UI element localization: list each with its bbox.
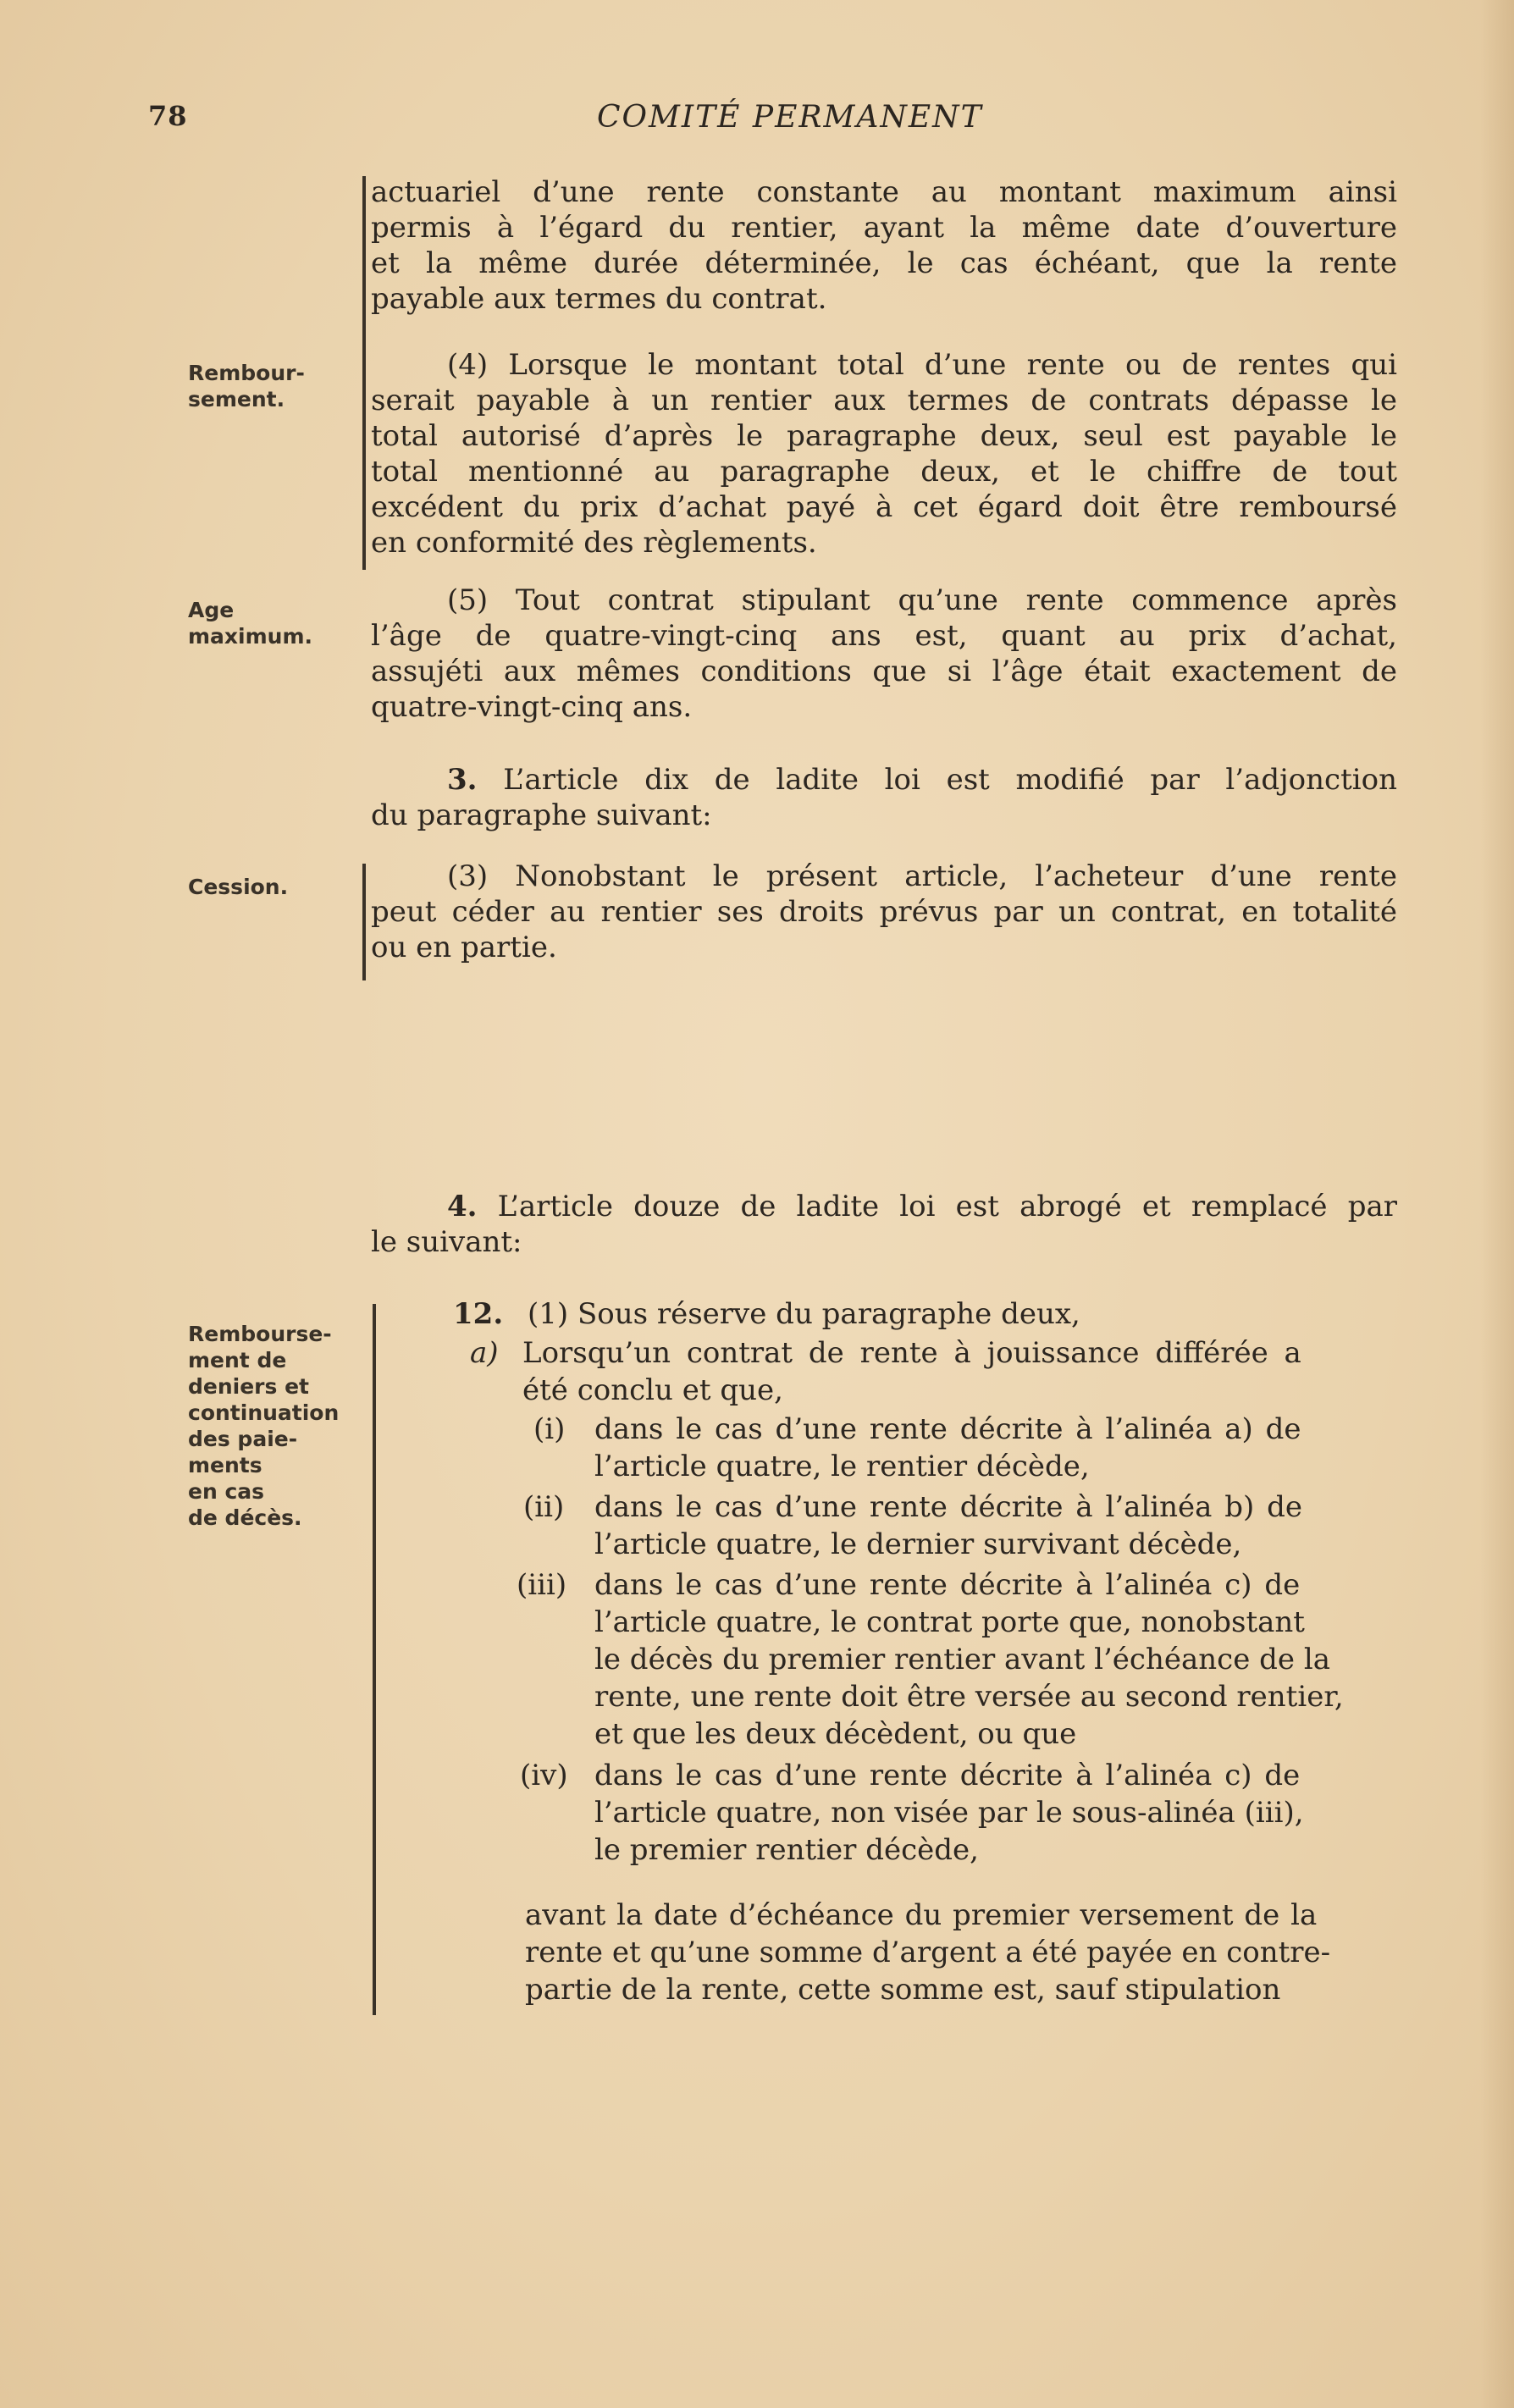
text-line: l’âge de quatre-vingt-cinq ans est, quant au prix d’achat, bbox=[371, 619, 1397, 653]
section-3 bbox=[371, 762, 1397, 833]
text-line: (4) Lorsque le montant total d’une rente ou de rentes qui bbox=[447, 348, 1397, 382]
margin-note-deces: Rembourse- ment de deniers et continuation des paie- ments en cas de décès. bbox=[188, 1322, 340, 1530]
page-header bbox=[148, 100, 1384, 151]
section-number: 4. bbox=[447, 1190, 478, 1223]
text-line: ou en partie. bbox=[371, 931, 557, 964]
text-line: (3) Nonobstant le présent article, l’acheteur d’une rente bbox=[447, 859, 1397, 893]
text-line: du paragraphe suivant: bbox=[371, 798, 712, 832]
subclause-label: (ii) bbox=[523, 1490, 565, 1524]
paragraph-5 bbox=[371, 583, 1397, 725]
subclauses bbox=[517, 1411, 1401, 1875]
article-12 bbox=[453, 1295, 1401, 1333]
subclause-iv bbox=[517, 1757, 1401, 1875]
subclause-label: (iii) bbox=[517, 1568, 567, 1602]
subclause-label: (i) bbox=[533, 1412, 566, 1446]
text-line: en conformité des règlements. bbox=[371, 526, 817, 560]
text-line: l’article quatre, le dernier survivant décède, bbox=[594, 1527, 1242, 1561]
subclause-label: (iv) bbox=[520, 1759, 568, 1792]
page-number: 78 bbox=[148, 100, 188, 132]
text-line: le suivant: bbox=[371, 1225, 522, 1259]
paragraph-4 bbox=[371, 347, 1397, 561]
running-title: COMITÉ PERMANENT bbox=[597, 100, 983, 135]
text-line: 4. L’article douze de ladite loi est abrogé et remplacé par bbox=[447, 1190, 1397, 1223]
amendment-bar-2 bbox=[362, 864, 366, 980]
text-line: permis à l’égard du rentier, ayant la même date d’ouverture bbox=[371, 211, 1397, 245]
text-line: l’article quatre, non visée par le sous-alinéa (iii), bbox=[594, 1796, 1304, 1830]
article-intro-text: (1) Sous réserve du paragraphe deux, bbox=[527, 1297, 1080, 1331]
text-line: rente, une rente doit être versée au second rentier, bbox=[594, 1680, 1344, 1714]
margin-note-cession: Cession. bbox=[188, 875, 289, 899]
text-line: peut céder au rentier ses droits prévus par un contrat, en totalité bbox=[371, 895, 1397, 929]
paragraph-continuation bbox=[371, 174, 1397, 317]
amendment-bar-1 bbox=[362, 176, 366, 570]
subclause-ii bbox=[517, 1488, 1401, 1566]
text-line: et que les deux décèdent, ou que bbox=[594, 1717, 1077, 1751]
text-line: excédent du prix d’achat payé à cet égard doit être remboursé bbox=[371, 490, 1397, 524]
text-line: assujéti aux mêmes conditions que si l’âge était exactement de bbox=[371, 654, 1397, 688]
text-line: l’article quatre, le rentier décède, bbox=[594, 1450, 1090, 1483]
text-line: actuariel d’une rente constante au montant maximum ainsi bbox=[371, 175, 1397, 209]
margin-note-age-maximum: Age maximum. bbox=[188, 598, 313, 649]
text-line: dans le cas d’une rente décrite à l’alinéa b) de bbox=[594, 1490, 1302, 1524]
text-line: l’article quatre, le contrat porte que, nonobstant bbox=[594, 1605, 1305, 1639]
text-line: partie de la rente, cette somme est, sauf stipulation bbox=[525, 1973, 1281, 2007]
text-line: total autorisé d’après le paragraphe deux, seul est payable le bbox=[371, 419, 1397, 453]
text-line: total mentionné au paragraphe deux, et le chiffre de tout bbox=[371, 455, 1397, 489]
text-line: été conclu et que, bbox=[522, 1373, 783, 1407]
text-line: avant la date d’échéance du premier versement de la bbox=[525, 1898, 1318, 1932]
text-line: le décès du premier rentier avant l’échéance de la bbox=[594, 1643, 1330, 1676]
text-line: payable aux termes du contrat. bbox=[371, 282, 827, 316]
margin-note-remboursement: Rembour- sement. bbox=[188, 361, 305, 411]
subclause-i bbox=[517, 1411, 1401, 1488]
article-12-closing bbox=[525, 1897, 1406, 2008]
text-line: dans le cas d’une rente décrite à l’alinéa a) de bbox=[594, 1412, 1301, 1446]
subclause-iii bbox=[517, 1566, 1401, 1757]
article-intro bbox=[453, 1295, 1401, 1333]
amendment-bar-3 bbox=[373, 1304, 376, 2015]
section-number: 3. bbox=[447, 763, 478, 797]
text-line: 3. L’article dix de ladite loi est modifié par l’adjonction bbox=[447, 763, 1397, 797]
text-line: dans le cas d’une rente décrite à l’alinéa c) de bbox=[594, 1759, 1301, 1792]
clause-a bbox=[470, 1334, 1401, 1409]
text-line: et la même durée déterminée, le cas échéant, que la rente bbox=[371, 246, 1397, 280]
text-line: Lorsqu’un contrat de rente à jouissance différée a bbox=[522, 1336, 1301, 1370]
paragraph-3-cession bbox=[371, 859, 1397, 965]
article-number: 12. bbox=[453, 1297, 504, 1331]
section-4 bbox=[371, 1189, 1397, 1260]
text-line: le premier rentier décède, bbox=[594, 1833, 979, 1867]
text-line: dans le cas d’une rente décrite à l’alinéa c) de bbox=[594, 1568, 1301, 1602]
text-line: quatre-vingt-cinq ans. bbox=[371, 690, 693, 724]
text-line: rente et qu’une somme d’argent a été payée en contre- bbox=[525, 1936, 1331, 1969]
page-edge-shadow bbox=[1480, 0, 1514, 2408]
text-line: (5) Tout contrat stipulant qu’une rente commence après bbox=[447, 583, 1397, 617]
text-line: serait payable à un rentier aux termes de contrats dépasse le bbox=[371, 384, 1397, 417]
clause-label: a) bbox=[470, 1336, 499, 1370]
